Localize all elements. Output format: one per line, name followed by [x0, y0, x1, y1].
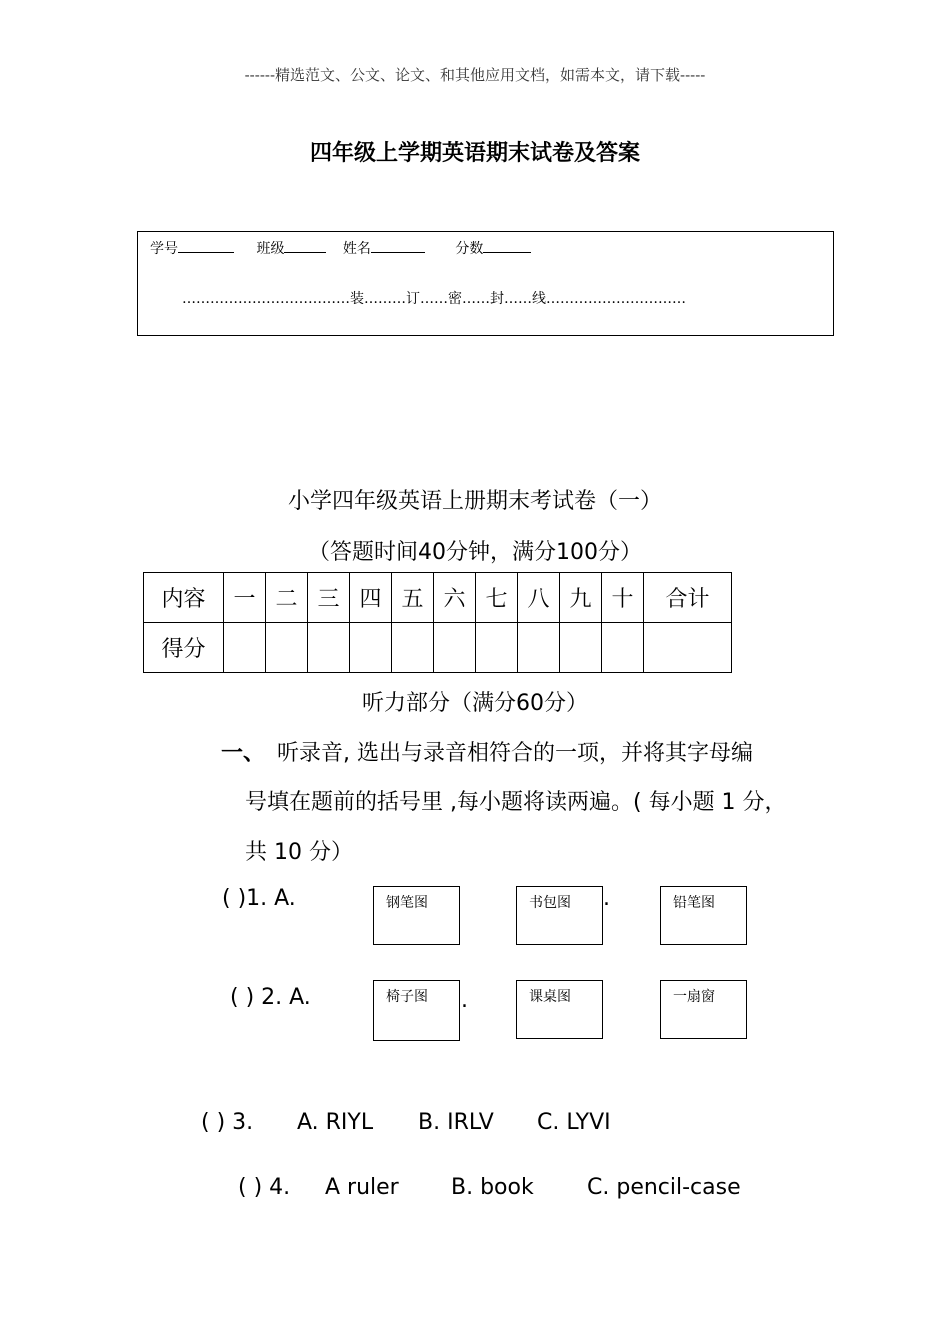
header-cell-7: 七 — [476, 573, 518, 623]
q4-option-a: A ruler — [325, 1175, 399, 1200]
score-cell[interactable] — [308, 623, 350, 673]
score-cell[interactable] — [602, 623, 644, 673]
header-cell-6: 六 — [434, 573, 476, 623]
score-row-label: 得分 — [144, 623, 224, 673]
name-blank — [371, 238, 425, 253]
class-label: 班级 — [256, 241, 285, 257]
exam-title: 小学四年级英语上册期末考试卷（一） — [287, 489, 662, 514]
header-cell-4: 四 — [350, 573, 392, 623]
score-cell[interactable] — [224, 623, 266, 673]
score-cell[interactable] — [476, 623, 518, 673]
header-cell-content: 内容 — [144, 573, 224, 623]
student-id-blank — [178, 238, 234, 253]
q4-option-c: C. pencil-case — [587, 1175, 741, 1200]
header-cell-1: 一 — [224, 573, 266, 623]
name-label: 姓名 — [342, 241, 371, 257]
score-cell[interactable] — [644, 623, 732, 673]
header-cell-5: 五 — [392, 573, 434, 623]
score-cell[interactable] — [266, 623, 308, 673]
score-table-score-row — [144, 623, 732, 673]
q4-option-b: B. book — [451, 1175, 534, 1200]
q1-prefix: ( )1. A. — [222, 886, 296, 911]
score-cell[interactable] — [392, 623, 434, 673]
seal-line: ………………………………装………订……密……封……线………………………… — [182, 291, 686, 307]
section1-instruction-line1: 听录音, 选出与录音相符合的一项，并将其字母编 — [277, 741, 753, 766]
score-blank — [483, 238, 531, 253]
q2-option-c-image: 一扇窗 — [660, 980, 747, 1039]
q2-dot: . — [461, 988, 468, 1013]
header-cell-total: 合计 — [644, 573, 732, 623]
q4-paren: ( ) 4. — [238, 1175, 291, 1200]
q3-option-a: A. RIYL — [297, 1110, 374, 1135]
score-cell[interactable] — [560, 623, 602, 673]
q1-option-c-image: 铅笔图 — [660, 886, 747, 945]
section1-number: 一、 — [221, 741, 266, 766]
header-cell-10: 十 — [602, 573, 644, 623]
q3-option-b: B. IRLV — [418, 1110, 494, 1135]
score-cell[interactable] — [434, 623, 476, 673]
document-title: 四年级上学期英语期末试卷及答案 — [309, 141, 640, 166]
class-blank — [284, 238, 326, 253]
score-table-header-row — [144, 573, 732, 623]
exam-subtitle: （答题时间40分钟，满分100分） — [308, 540, 642, 565]
header-cell-8: 八 — [518, 573, 560, 623]
section1-instruction-line3: 共 10 分） — [245, 840, 353, 865]
student-id-label: 学号 — [150, 241, 178, 257]
header-cell-3: 三 — [308, 573, 350, 623]
q3-option-c: C. LYVI — [537, 1110, 611, 1135]
student-info-box — [137, 231, 834, 336]
q1-option-a-image: 钢笔图 — [373, 886, 460, 945]
section1-instruction-line2: 号填在题前的括号里 ,每小题将读两遍。( 每小题 1 分， — [245, 790, 787, 815]
header-cell-2: 二 — [266, 573, 308, 623]
q2-prefix: ( ) 2. A. — [230, 985, 311, 1010]
header-cell-9: 九 — [560, 573, 602, 623]
student-info-line — [150, 238, 549, 258]
score-cell[interactable] — [350, 623, 392, 673]
download-banner: ------精选范文、公文、论文、和其他应用文档，如需本文，请下载----- — [244, 66, 706, 84]
score-label: 分数 — [455, 241, 484, 257]
score-cell[interactable] — [518, 623, 560, 673]
q2-option-a-image: 椅子图 — [373, 980, 460, 1041]
q1-dot: . — [603, 886, 610, 911]
score-table — [143, 572, 732, 673]
q3-paren: ( ) 3. — [201, 1110, 254, 1135]
q2-option-b-image: 课桌图 — [516, 980, 603, 1039]
listening-heading: 听力部分（满分60分） — [362, 691, 588, 716]
q1-option-b-image: 书包图 — [516, 886, 603, 945]
